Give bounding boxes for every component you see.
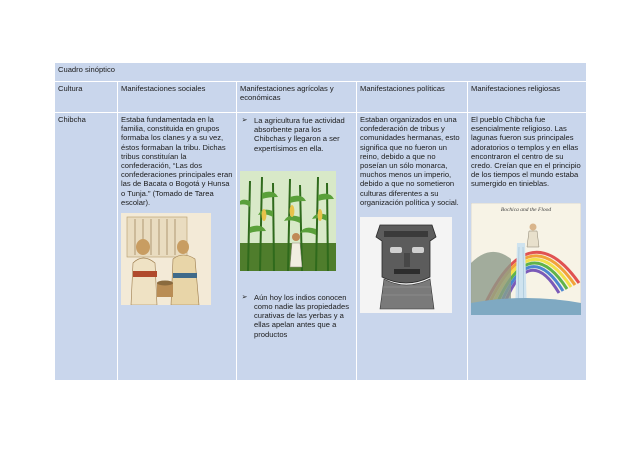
header-political: Manifestaciones políticas (357, 82, 468, 113)
agricultural-bullet-1-text: La agricultura fue actividad absorbente para los Chibchas y llegaron a ser expertísimos en ella. (254, 116, 345, 153)
header-agricultural: Manifestaciones agrícolas y económicas (237, 82, 357, 113)
header-social: Manifestaciones sociales (118, 82, 237, 113)
header-religious: Manifestaciones religiosas (468, 82, 587, 113)
corn-field-illustration (240, 171, 336, 271)
synoptic-table (54, 62, 587, 381)
religious-text: El pueblo Chibcha fue esencialmente religioso. Las lagunas fueron sus principales adoratorios o templos y en ellas encontraron el centro de su credo. Creían que en el principio de los tiempos el mundo estaba sumergido en tinieblas. (471, 115, 581, 189)
stone-statue-illustration (360, 217, 452, 313)
social-text: Estaba fundamentada en la familia, constituida en grupos formaba los clanes y a su vez, éstos formaban la tribu. Dichas tribus constituían la confederación, “Las dos confederaciones principales eran las de Bacata o Bogotá y Hunsa o Tunja.” (Tomado de Tarea escolar). (121, 115, 233, 207)
religious-cell (468, 113, 587, 381)
political-text: Estaban organizados en una confederación de tribus y comunidades hermanas, esto significa que no fueron un reino, debido a que no poseían un sólo monarca, muchos menos un imperio, debido a que no sometieron culturas diferentes a su organización política y social. (360, 115, 460, 207)
culture-cell: Chibcha (55, 113, 118, 381)
chibcha-weavers-illustration (121, 213, 211, 305)
agricultural-bullet-1 (240, 116, 353, 153)
agricultural-bullet-2 (240, 293, 353, 339)
header-row (55, 82, 587, 113)
social-cell (118, 113, 237, 381)
header-culture: Cultura (55, 82, 118, 113)
table-row (55, 113, 587, 381)
bochica-caption: Bochica and the Flood (500, 206, 552, 213)
agricultural-cell (237, 113, 357, 381)
synoptic-table-sheet (54, 62, 586, 381)
caption-row (55, 63, 587, 82)
political-cell (357, 113, 468, 381)
table-caption: Cuadro sinóptico (55, 63, 587, 82)
arrow-bullet-icon: ➢ (241, 293, 248, 301)
agricultural-bullet-2-text: Aún hoy los indios conocen como nadie las propiedades curativas de las yerbas y a ellas apelan antes que a productos (254, 292, 349, 339)
arrow-bullet-icon: ➢ (241, 117, 248, 124)
bochica-flood-illustration (471, 203, 581, 315)
